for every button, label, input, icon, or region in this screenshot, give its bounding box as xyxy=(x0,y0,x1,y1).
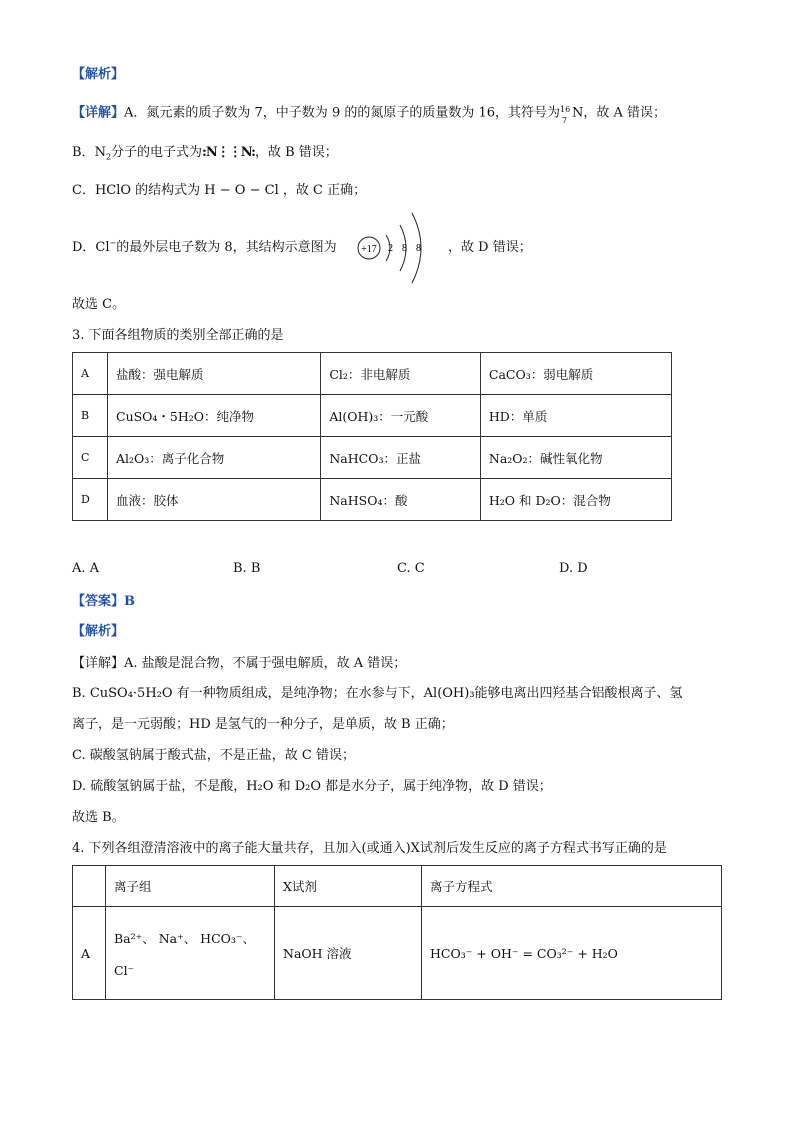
table-row xyxy=(73,907,722,1000)
table-header-cell: X试剂 xyxy=(275,866,422,907)
n2-subscript: 2 xyxy=(105,152,112,162)
table-cell: Cl₂：非电解质 xyxy=(321,353,481,395)
q2-choose: 故选 C。 xyxy=(72,297,126,312)
detail-tag: 【详解】 xyxy=(72,105,125,121)
q3-detail-c: C. 碳酸氢钠属于酸式盐，不是正盐，故 C 错误； xyxy=(72,748,355,763)
q3-table xyxy=(72,352,672,521)
table-cell: CaCO₃：弱电解质 xyxy=(480,353,671,395)
q4-table xyxy=(72,865,722,1000)
nitrogen-nuclide-symbol xyxy=(560,104,572,125)
table-row xyxy=(73,437,672,479)
nucleus-charge: +17 xyxy=(361,244,377,255)
table-cell: H₂O 和 D₂O：混合物 xyxy=(480,479,671,521)
option-c[interactable]: C. C xyxy=(397,561,425,576)
q2-detail-d xyxy=(72,239,337,257)
element-symbol: N xyxy=(572,105,584,121)
table-cell: CuSO₄・5H₂O：纯净物 xyxy=(108,395,321,437)
reagent-cell: NaOH 溶液 xyxy=(275,907,422,1000)
atomic-number: 7 xyxy=(562,116,568,125)
q4-stem: 4. 下列各组澄清溶液中的离子能大量共存，且加入(或通入)X试剂后发生反应的离子方程式书写正确的是 xyxy=(72,841,667,856)
table-cell: NaHSO₄：酸 xyxy=(321,479,481,521)
row-key: D xyxy=(73,479,108,521)
q2-d-conclusion: ，故 D 错误； xyxy=(448,240,532,255)
q3-detail-a: 【详解】A. 盐酸是混合物，不属于强电解质，故 A 错误； xyxy=(72,656,407,671)
table-row xyxy=(73,353,672,395)
option-a[interactable]: A. A xyxy=(72,561,100,576)
row-key: A xyxy=(73,907,106,1000)
q2-detail-b xyxy=(72,144,338,162)
row-key: A xyxy=(73,353,108,395)
q2-b-conclusion: ，故 B 错误； xyxy=(254,145,338,160)
q2-a-conclusion: ，故 A 错误； xyxy=(583,105,667,121)
q3-detail-b-cont: 离子，是一元弱酸；HD 是氢气的一种分子，是单质，故 B 正确； xyxy=(72,717,454,732)
shell-electron-count: 2 xyxy=(388,243,393,254)
q2-detail-a xyxy=(72,104,666,123)
table-cell: Al(OH)₃：一元酸 xyxy=(321,395,481,437)
ion-group-cell xyxy=(106,907,275,1000)
q3-choose: 故选 B。 xyxy=(72,810,125,825)
mass-number: 16 xyxy=(560,105,571,114)
table-header-row xyxy=(73,866,722,907)
option-d[interactable]: D. D xyxy=(559,561,588,576)
row-key: B xyxy=(73,395,108,437)
table-cell: 血液：胶体 xyxy=(108,479,321,521)
chloride-ion-structure-diagram xyxy=(356,207,440,287)
ion-group-line: Ba²⁺、 Na⁺、 HCO₃⁻、 xyxy=(114,930,256,946)
answer-tag: 【答案】B xyxy=(72,594,135,609)
chloride-charge: − xyxy=(109,238,117,248)
ion-group-line: Cl⁻ xyxy=(114,962,135,978)
q2-d-label: D．Cl xyxy=(72,240,110,255)
q2-d-text: 的最外层电子数为 8，其结构示意图为 xyxy=(116,240,337,255)
row-key: C xyxy=(73,437,108,479)
table-cell: NaHCO₃：正盐 xyxy=(321,437,481,479)
table-cell: 盐酸：强电解质 xyxy=(108,353,321,395)
n2-formula: N xyxy=(94,145,106,160)
table-row xyxy=(73,479,672,521)
analysis-tag: 【解析】 xyxy=(72,624,125,639)
q2-b-label: B． xyxy=(72,145,95,160)
q2-detail-c: C．HClO 的结构式为 H − O − Cl ，故 C 正确； xyxy=(72,183,367,198)
analysis-tag: 【解析】 xyxy=(72,67,125,82)
option-b[interactable]: B. B xyxy=(233,561,261,576)
shell-electron-count: 8 xyxy=(416,243,421,254)
q3-detail-b: B. CuSO₄·5H₂O 有一种物质组成，是纯净物；在水参与下，Al(OH)₃能够电离出四羟基合铝酸根离子、氢 xyxy=(72,686,683,701)
table-cell: Na₂O₂：碱性氧化物 xyxy=(480,437,671,479)
table-cell: HD：单质 xyxy=(480,395,671,437)
shell-electron-count: 8 xyxy=(402,243,407,254)
table-row xyxy=(73,395,672,437)
table-cell: Al₂O₃：离子化合物 xyxy=(108,437,321,479)
equation-cell: HCO₃⁻ + OH⁻ = CO₃²⁻ + H₂O xyxy=(422,907,722,1000)
q3-stem: 3. 下面各组物质的类别全部正确的是 xyxy=(72,328,284,343)
table-header-cell: 离子方程式 xyxy=(422,866,722,907)
q2-a-text: A．氮元素的质子数为 7，中子数为 9 的的氮原子的质量数为 16，其符号为 xyxy=(124,105,561,121)
q2-b-text: 分子的电子式为 xyxy=(111,145,203,160)
q3-detail-d: D. 硫酸氢钠属于盐，不是酸，H₂O 和 D₂O 都是水分子，属于纯净物，故 D 错误； xyxy=(72,779,552,794)
table-header-cell xyxy=(73,866,106,907)
table-header-cell: 离子组 xyxy=(106,866,275,907)
n2-electron-formula: :N⋮⋮N: xyxy=(202,145,255,160)
